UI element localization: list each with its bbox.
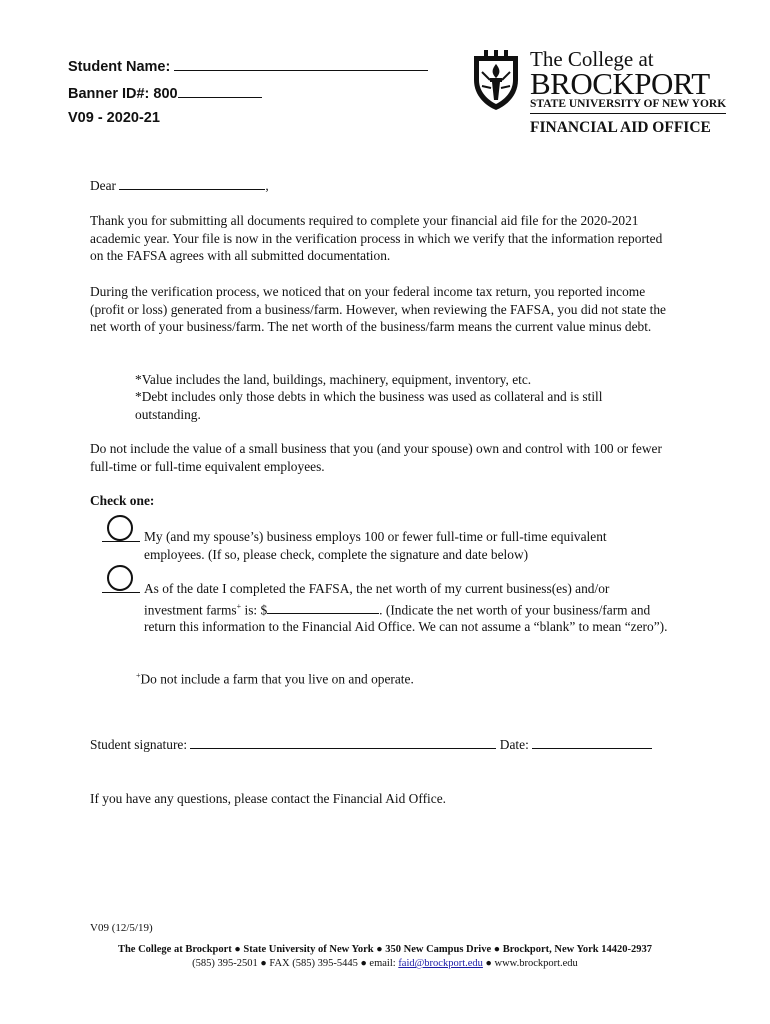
option-1-blank: [102, 527, 140, 542]
date-label: Date:: [499, 737, 529, 752]
note-debt: *Debt includes only those debts in which the business was used as collateral and is still outstanding.: [135, 389, 603, 422]
student-name-label: Student Name:: [68, 59, 171, 75]
email-link[interactable]: faid@brockport.edu: [398, 958, 483, 969]
option-2-text: As of the date I completed the FAFSA, the net worth of my current business(es) and/or investment farms+ is: $ . (Indicate the net worth of your business/farm and return this information to the Financial Aid Office. We can not assume a “blank” to mean “zero”).: [144, 581, 668, 635]
logo-line-4: FINANCIAL AID OFFICE: [530, 119, 711, 136]
logo-line-2: BROCKPORT: [530, 66, 710, 101]
form-version: V09 (12/5/19): [90, 922, 153, 934]
option-2-blank: [102, 578, 140, 593]
salutation: Dear ,: [90, 178, 269, 193]
paragraph-2: During the verification process, we noticed that on your federal income tax return, you reported income (profit or loss) generated from a business/farm. However, when reviewing the FAFSA, you did not state the net worth of your business/farm. The net worth of the business/farm means the current value minus debt.: [90, 284, 666, 334]
net-worth-input[interactable]: [267, 613, 379, 614]
note-value: *Value includes the land, buildings, machinery, equipment, inventory, etc.: [135, 372, 532, 387]
signature-row: [90, 736, 680, 754]
footer-contact: (585) 395-2501 ● FAX (585) 395-5445 ● email: faid@brockport.edu ● www.brockport.edu: [192, 958, 578, 969]
signature-label: Student signature:: [90, 737, 188, 752]
banner-id-label: Banner ID#: 800: [68, 86, 178, 102]
signature-input[interactable]: [190, 748, 496, 749]
closing-line: If you have any questions, please contact the Financial Aid Office.: [90, 791, 446, 806]
letter-body: [90, 0, 680, 1024]
footer-address: The College at Brockport ● State University of New York ● 350 New Campus Drive ● Brockport, New York 14420-2937: [117, 944, 653, 955]
option-1-text: My (and my spouse’s) business employs 100 or fewer full-time or full-time equivalent employees. (If so, please check, complete the signature and date below): [144, 529, 607, 562]
footnote: +Do not include a farm that you live on and operate.: [136, 671, 414, 687]
paragraph-3: Do not include the value of a small business that you (and your spouse) own and control with 100 or fewer full-time or full-time equivalent employees.: [90, 441, 662, 474]
form-code: V09 - 2020-21: [68, 110, 160, 126]
recipient-blank: [119, 189, 265, 190]
logo-line-1: The College at: [530, 47, 654, 71]
logo-line-3: STATE UNIVERSITY OF NEW YORK: [530, 98, 726, 114]
check-one-heading: Check one:: [90, 493, 155, 508]
paragraph-1: Thank you for submitting all documents required to complete your financial aid file for the 2020-2021 academic year. Your file is now in the verification process in which we verify that the information reported on the FAFSA agrees with all submitted documentation.: [90, 213, 663, 263]
date-input[interactable]: [532, 748, 652, 749]
